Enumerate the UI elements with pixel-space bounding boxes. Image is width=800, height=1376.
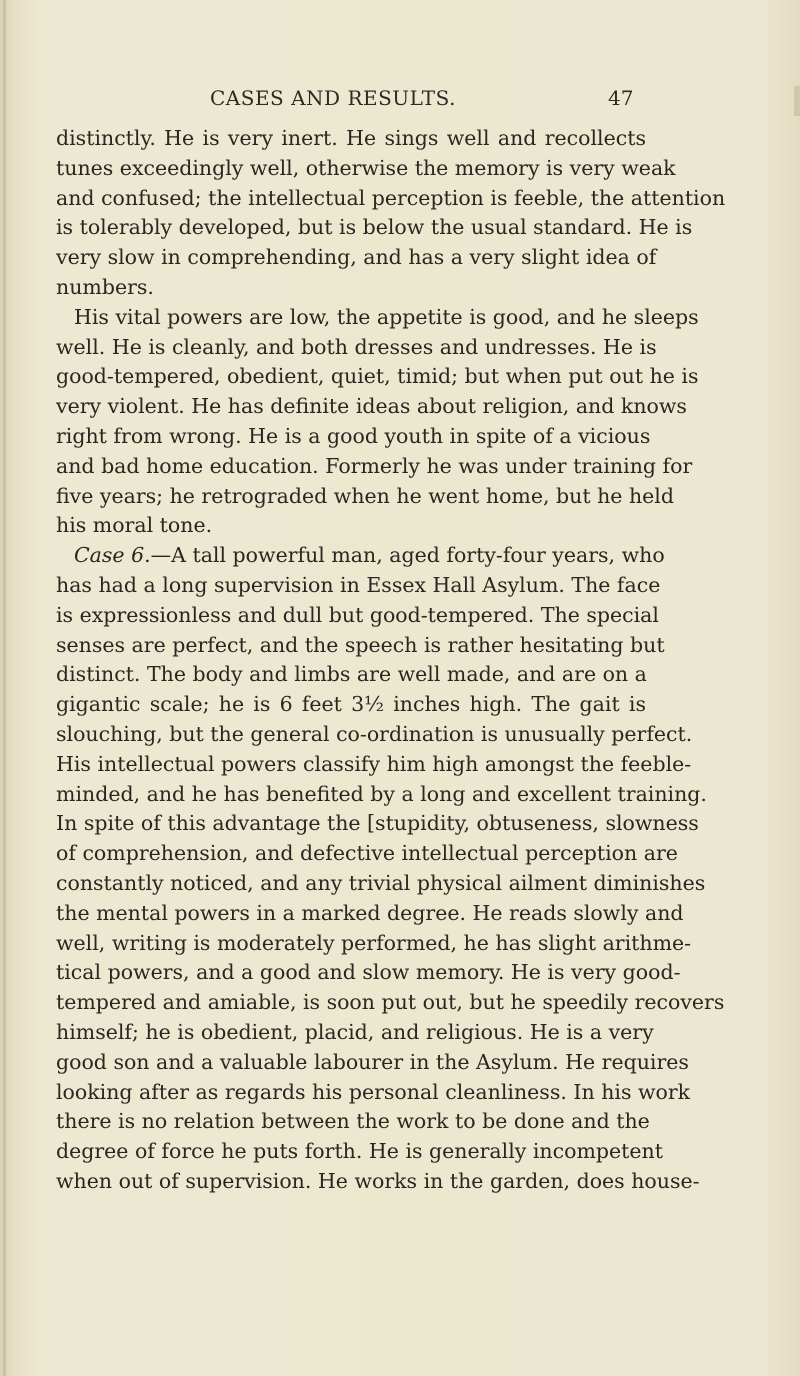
text-line: slouching, but the general co-ordination is unusually perfect. (56, 721, 693, 746)
text-line: tempered and amiable, is soon put out, but he speedily recovers (56, 990, 725, 1015)
text-line: when out of supervision. He works in the garden, does house- (56, 1168, 700, 1193)
text-line: well. He is cleanly, and both dresses and undresses. He is (56, 334, 657, 359)
text-line: very slow in comprehending, and has a very slight idea of (56, 245, 657, 270)
text-line: good son and a valuable labourer in the Asylum. He requires (56, 1049, 689, 1074)
page-header (0, 86, 800, 116)
text-line: gigantic scale; he is 6 feet 3½ inches high. The gait is (56, 692, 646, 717)
text-line: In spite of this advantage the [stupidity, obtuseness, slowness (56, 811, 699, 836)
body-text (56, 124, 726, 1197)
text-line: good-tempered, obedient, quiet, timid; but when put out he is (56, 364, 699, 389)
text-line: numbers. (56, 274, 154, 299)
text-line: His vital powers are low, the appetite is good, and he sleeps (74, 304, 699, 329)
text-line: and confused; the intellectual perception is feeble, the attention (56, 185, 726, 210)
text-line: his moral tone. (56, 513, 213, 538)
text-line: has had a long supervision in Essex Hall Asylum. The face (56, 572, 661, 597)
case-label: Case 6. (74, 543, 151, 568)
text-line: constantly noticed, and any trivial physical ailment diminishes (56, 870, 706, 895)
text-line: tunes exceedingly well, otherwise the memory is very weak (56, 155, 676, 180)
text-line: minded, and he has benefited by a long and excellent training. (56, 781, 707, 806)
text-line: and bad home education. Formerly he was under training for (56, 453, 693, 478)
running-title: CASES AND RESULTS. (210, 86, 456, 110)
text-line: of comprehension, and defective intellectual perception are (56, 841, 678, 866)
text-line: the mental powers in a marked degree. He reads slowly and (56, 900, 684, 925)
text-line: tical powers, and a good and slow memory. He is very good- (56, 960, 681, 985)
text-line: right from wrong. He is a good youth in spite of a vicious (56, 423, 651, 448)
text-line: is expressionless and dull but good-tempered. The special (56, 602, 659, 627)
text-line: is tolerably developed, but is below the usual standard. He is (56, 215, 693, 240)
text-line: degree of force he puts forth. He is generally incompetent (56, 1139, 663, 1164)
text-line: well, writing is moderately performed, he has slight arithme- (56, 930, 692, 955)
text-line: His intellectual powers classify him high amongst the feeble- (56, 751, 692, 776)
text-line: five years; he retrograded when he went home, but he held (56, 483, 674, 508)
text-line: distinct. The body and limbs are well made, and are on a (56, 662, 647, 687)
text-line: looking after as regards his personal cleanliness. In his work (56, 1079, 691, 1104)
text-line: there is no relation between the work to be done and the (56, 1109, 650, 1134)
text-line: distinctly. He is very inert. He sings well and recollects (56, 126, 646, 150)
binding-edge (3, 0, 6, 1376)
text-line: very violent. He has definite ideas about religion, and knows (56, 394, 687, 419)
text-line: senses are perfect, and the speech is rather hesitating but (56, 632, 665, 657)
page-number: 47 (608, 86, 634, 110)
text-line: himself; he is obedient, placid, and religious. He is a very (56, 1019, 654, 1044)
case-heading-line: Case 6.—A tall powerful man, aged forty-four years, who (74, 543, 665, 568)
